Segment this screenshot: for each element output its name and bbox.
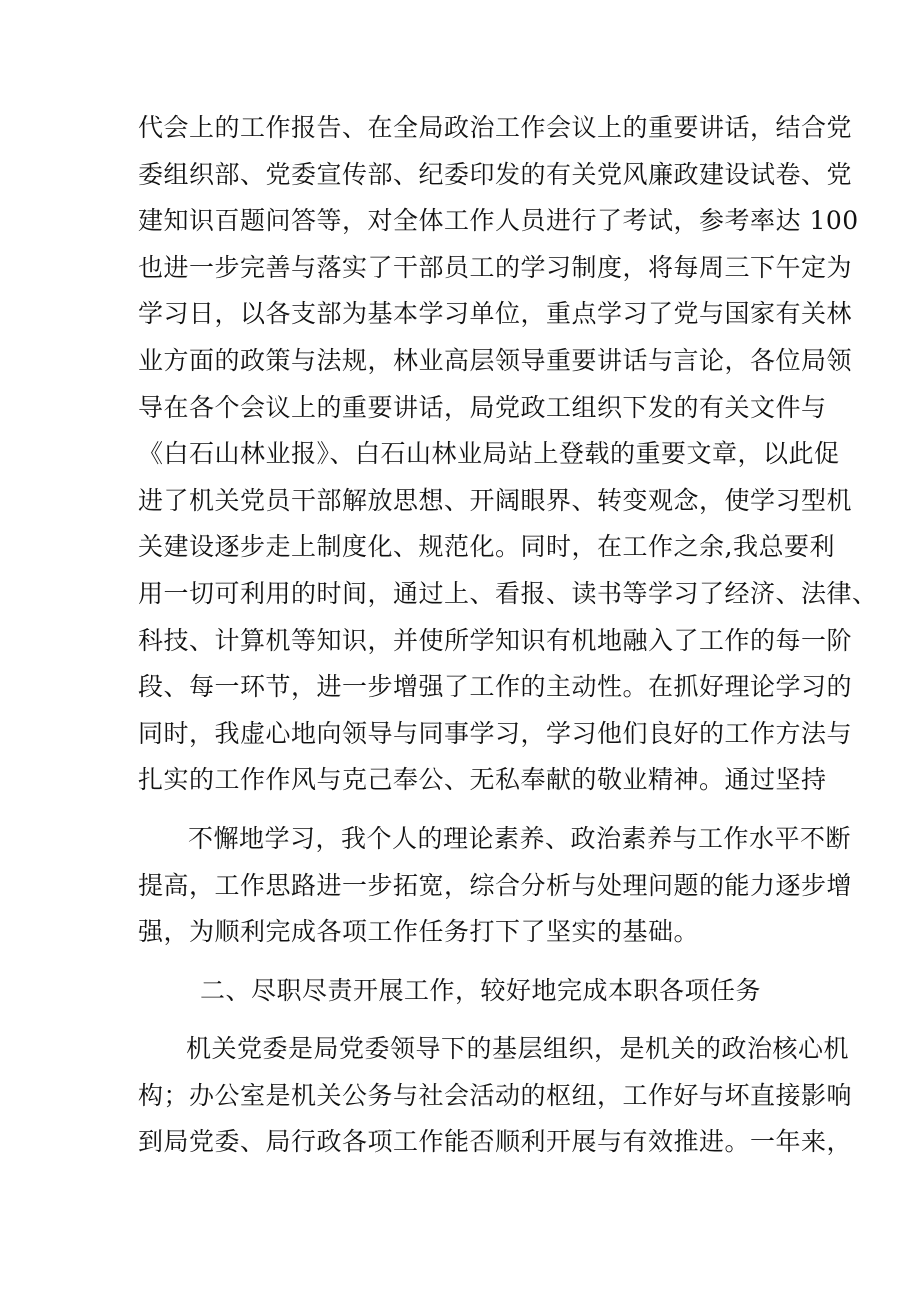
- text-line: 《白石山林业报》、白石山林业局站上登载的重要文章，以此促: [138, 439, 840, 469]
- text-line: 构；办公室是机关公务与社会活动的枢纽，工作好与坏直接影响: [138, 1080, 853, 1110]
- text-line: 扎实的工作作风与克己奉公、无私奉献的敬业精神。通过坚持: [138, 765, 827, 795]
- text-line: 段、每一环节，进一步增强了工作的主动性。在抓好理论学习的: [138, 672, 853, 702]
- text-line: 同时，我虚心地向领导与同事学习，学习他们良好的工作方法与: [138, 718, 853, 748]
- text-line: 建知识百题问答等，对全体工作人员进行了考试，参考率达 100: [138, 206, 859, 236]
- text-line: 用一切可利用的时间，通过上、看报、读书等学习了经济、法律、: [138, 578, 878, 608]
- text-line: 业方面的政策与法规，林业高层领导重要讲话与言论，各位局领: [138, 345, 853, 375]
- text-line: 学习日，以各支部为基本学习单位，重点学习了党与国家有关林: [138, 299, 853, 329]
- text-line: 也进一步完善与落实了干部员工的学习制度，将每周三下午定为: [138, 252, 853, 282]
- text-line: 关建设逐步走上制度化、规范化。同时，在工作之余,我总要利: [138, 532, 835, 562]
- text-line: 不懈地学习，我个人的理论素养、政治素养与工作水平不断: [188, 823, 852, 853]
- text-line: 提高，工作思路进一步拓宽，综合分析与处理问题的能力逐步增: [138, 870, 853, 900]
- section-heading: 二、尽职尽责开展工作，较好地完成本职各项任务: [200, 975, 762, 1005]
- body-text: [138, 105, 878, 1166]
- text-line: 到局党委、局行政各项工作能否顺利开展与有效推进。一年来，: [138, 1127, 853, 1157]
- text-line: 代会上的工作报告、在全局政治工作会议上的重要讲话，结合党: [138, 113, 853, 142]
- text-line: 进了机关党员干部解放思想、开阔眼界、转变观念，使学习型机: [138, 485, 853, 515]
- text-line: 科技、计算机等知识，并使所学知识有机地融入了工作的每一阶: [138, 625, 853, 655]
- text-line: 导在各个会议上的重要讲话，局党政工组织下发的有关文件与: [138, 392, 827, 422]
- text-line: 机关党委是局党委领导下的基层组织，是机关的政治核心机: [186, 1034, 850, 1064]
- text-line: 强，为顺利完成各项工作任务打下了坚实的基础。: [138, 917, 700, 947]
- text-line: 委组织部、党委宣传部、纪委印发的有关党风廉政建设试卷、党: [138, 159, 853, 189]
